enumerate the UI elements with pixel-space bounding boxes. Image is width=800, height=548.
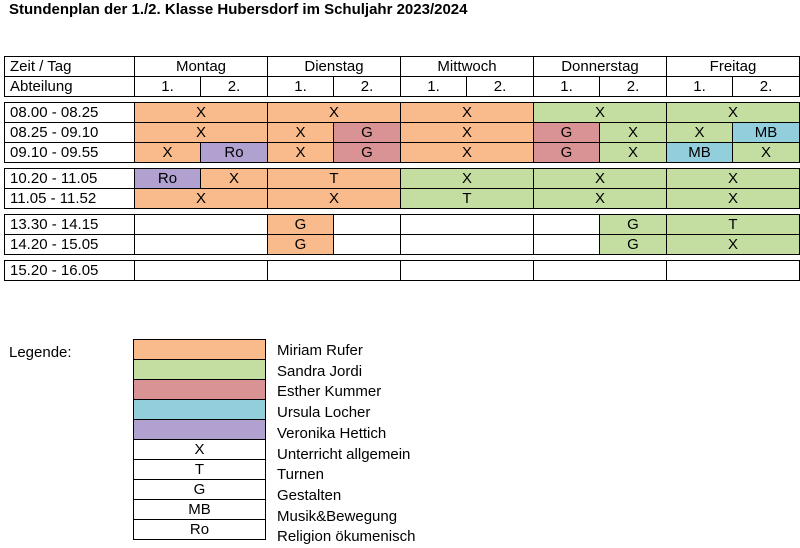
header-class: 2. — [467, 77, 534, 97]
lesson-cell: X — [268, 103, 401, 123]
table-row — [5, 189, 800, 209]
time-cell: 14.20 - 15.05 — [5, 235, 135, 255]
header-day: Dienstag — [268, 57, 401, 77]
header-zeit-tag: Zeit / Tag — [5, 57, 135, 77]
legend-text: Musik&Bewegung — [277, 507, 398, 525]
lesson-cell: G — [268, 235, 334, 255]
lesson-cell: X — [667, 169, 800, 189]
legend-text: Veronika Hettich — [277, 424, 387, 442]
legend-text: Gestalten — [277, 486, 342, 504]
lesson-cell: Ro — [135, 169, 201, 189]
lesson-cell — [401, 261, 534, 281]
legend-text: Miriam Rufer — [277, 342, 363, 359]
table-row — [5, 143, 800, 163]
timetable — [4, 56, 800, 281]
lesson-cell: X — [135, 143, 201, 163]
legend-swatch: MB — [134, 500, 266, 520]
header-class: 2. — [334, 77, 401, 97]
lesson-cell: X — [401, 103, 534, 123]
header-row-days — [5, 57, 800, 77]
lesson-cell: Ro — [201, 143, 268, 163]
legend-swatch: T — [134, 460, 266, 480]
lesson-cell: X — [135, 189, 268, 209]
lesson-cell — [401, 215, 534, 235]
header-class: 1. — [667, 77, 733, 97]
legend-swatch — [134, 420, 266, 440]
header-class: 1. — [401, 77, 467, 97]
lesson-cell — [534, 215, 600, 235]
header-class: 2. — [201, 77, 268, 97]
lesson-cell — [334, 235, 401, 255]
lesson-cell: G — [534, 143, 600, 163]
time-cell: 08.00 - 08.25 — [5, 103, 135, 123]
lesson-cell — [667, 261, 800, 281]
legend-row — [134, 460, 266, 480]
header-day: Freitag — [667, 57, 800, 77]
legend-swatch — [134, 380, 266, 400]
lesson-cell: X — [667, 235, 800, 255]
table-row — [5, 169, 800, 189]
lesson-cell: T — [268, 169, 401, 189]
lesson-cell: T — [667, 215, 800, 235]
legend-text: Ursula Locher — [277, 404, 371, 422]
lesson-cell: X — [401, 123, 534, 143]
lesson-cell — [135, 261, 268, 281]
table-row — [5, 215, 800, 235]
lesson-cell: X — [135, 103, 268, 123]
legend-row — [134, 440, 266, 460]
lesson-cell — [135, 215, 268, 235]
legend-swatch: X — [134, 440, 266, 460]
legend-table — [133, 339, 266, 540]
legend-swatch — [134, 360, 266, 380]
time-cell: 15.20 - 16.05 — [5, 261, 135, 281]
legend-row — [134, 420, 266, 440]
page-title: Stundenplan der 1./2. Klasse Hubersdorf im Schuljahr 2023/2024 — [9, 1, 468, 18]
lesson-cell: X — [534, 103, 667, 123]
lesson-cell: X — [268, 143, 334, 163]
legend-text: Esther Kummer — [277, 383, 382, 401]
lesson-cell — [534, 261, 667, 281]
legend-row — [134, 340, 266, 360]
legend-text: Turnen — [277, 466, 324, 484]
lesson-cell: X — [534, 169, 667, 189]
table-row — [5, 123, 800, 143]
time-cell: 09.10 - 09.55 — [5, 143, 135, 163]
lesson-cell — [534, 235, 600, 255]
lesson-cell: X — [667, 103, 800, 123]
lesson-cell: G — [600, 235, 667, 255]
header-day: Mittwoch — [401, 57, 534, 77]
lesson-cell: G — [534, 123, 600, 143]
lesson-cell — [135, 235, 268, 255]
time-cell: 11.05 - 11.52 — [5, 189, 135, 209]
lesson-cell — [268, 261, 401, 281]
header-row-classes — [5, 77, 800, 97]
header-class: 1. — [268, 77, 334, 97]
header-day: Montag — [135, 57, 268, 77]
lesson-cell: X — [667, 189, 800, 209]
header-day: Donnerstag — [534, 57, 667, 77]
lesson-cell: X — [401, 169, 534, 189]
lesson-cell: X — [733, 143, 800, 163]
table-row — [5, 261, 800, 281]
legend-swatch: Ro — [134, 520, 266, 540]
header-class: 2. — [733, 77, 800, 97]
lesson-cell: G — [334, 123, 401, 143]
legend-row — [134, 480, 266, 500]
time-cell: 10.20 - 11.05 — [5, 169, 135, 189]
lesson-cell: X — [401, 143, 534, 163]
lesson-cell: MB — [667, 143, 733, 163]
lesson-cell: X — [201, 169, 268, 189]
table-row — [5, 103, 800, 123]
legend-row — [134, 400, 266, 420]
time-cell: 13.30 - 14.15 — [5, 215, 135, 235]
legend-text: Sandra Jordi — [277, 362, 363, 380]
lesson-cell: X — [268, 189, 401, 209]
legend-row — [134, 380, 266, 400]
header-class: 1. — [534, 77, 600, 97]
lesson-cell: G — [268, 215, 334, 235]
legend-text: Religion ökumenisch — [277, 528, 416, 546]
lesson-cell: G — [334, 143, 401, 163]
lesson-cell: X — [534, 189, 667, 209]
lesson-cell: T — [401, 189, 534, 209]
lesson-cell: X — [600, 143, 667, 163]
time-cell: 08.25 - 09.10 — [5, 123, 135, 143]
legend-label: Legende: — [9, 344, 72, 361]
header-class: 2. — [600, 77, 667, 97]
lesson-cell: X — [135, 123, 268, 143]
legend-text: Unterricht allgemein — [277, 445, 411, 463]
legend-row — [134, 500, 266, 520]
header-abteilung: Abteilung — [5, 77, 135, 97]
legend-swatch: G — [134, 480, 266, 500]
lesson-cell — [334, 215, 401, 235]
legend-swatch — [134, 340, 266, 360]
legend-row — [134, 360, 266, 380]
table-row — [5, 235, 800, 255]
header-class: 1. — [135, 77, 201, 97]
lesson-cell: X — [600, 123, 667, 143]
lesson-cell: X — [667, 123, 733, 143]
lesson-cell: X — [268, 123, 334, 143]
lesson-cell: G — [600, 215, 667, 235]
legend-swatch — [134, 400, 266, 420]
legend-row — [134, 520, 266, 540]
lesson-cell — [401, 235, 534, 255]
lesson-cell: MB — [733, 123, 800, 143]
